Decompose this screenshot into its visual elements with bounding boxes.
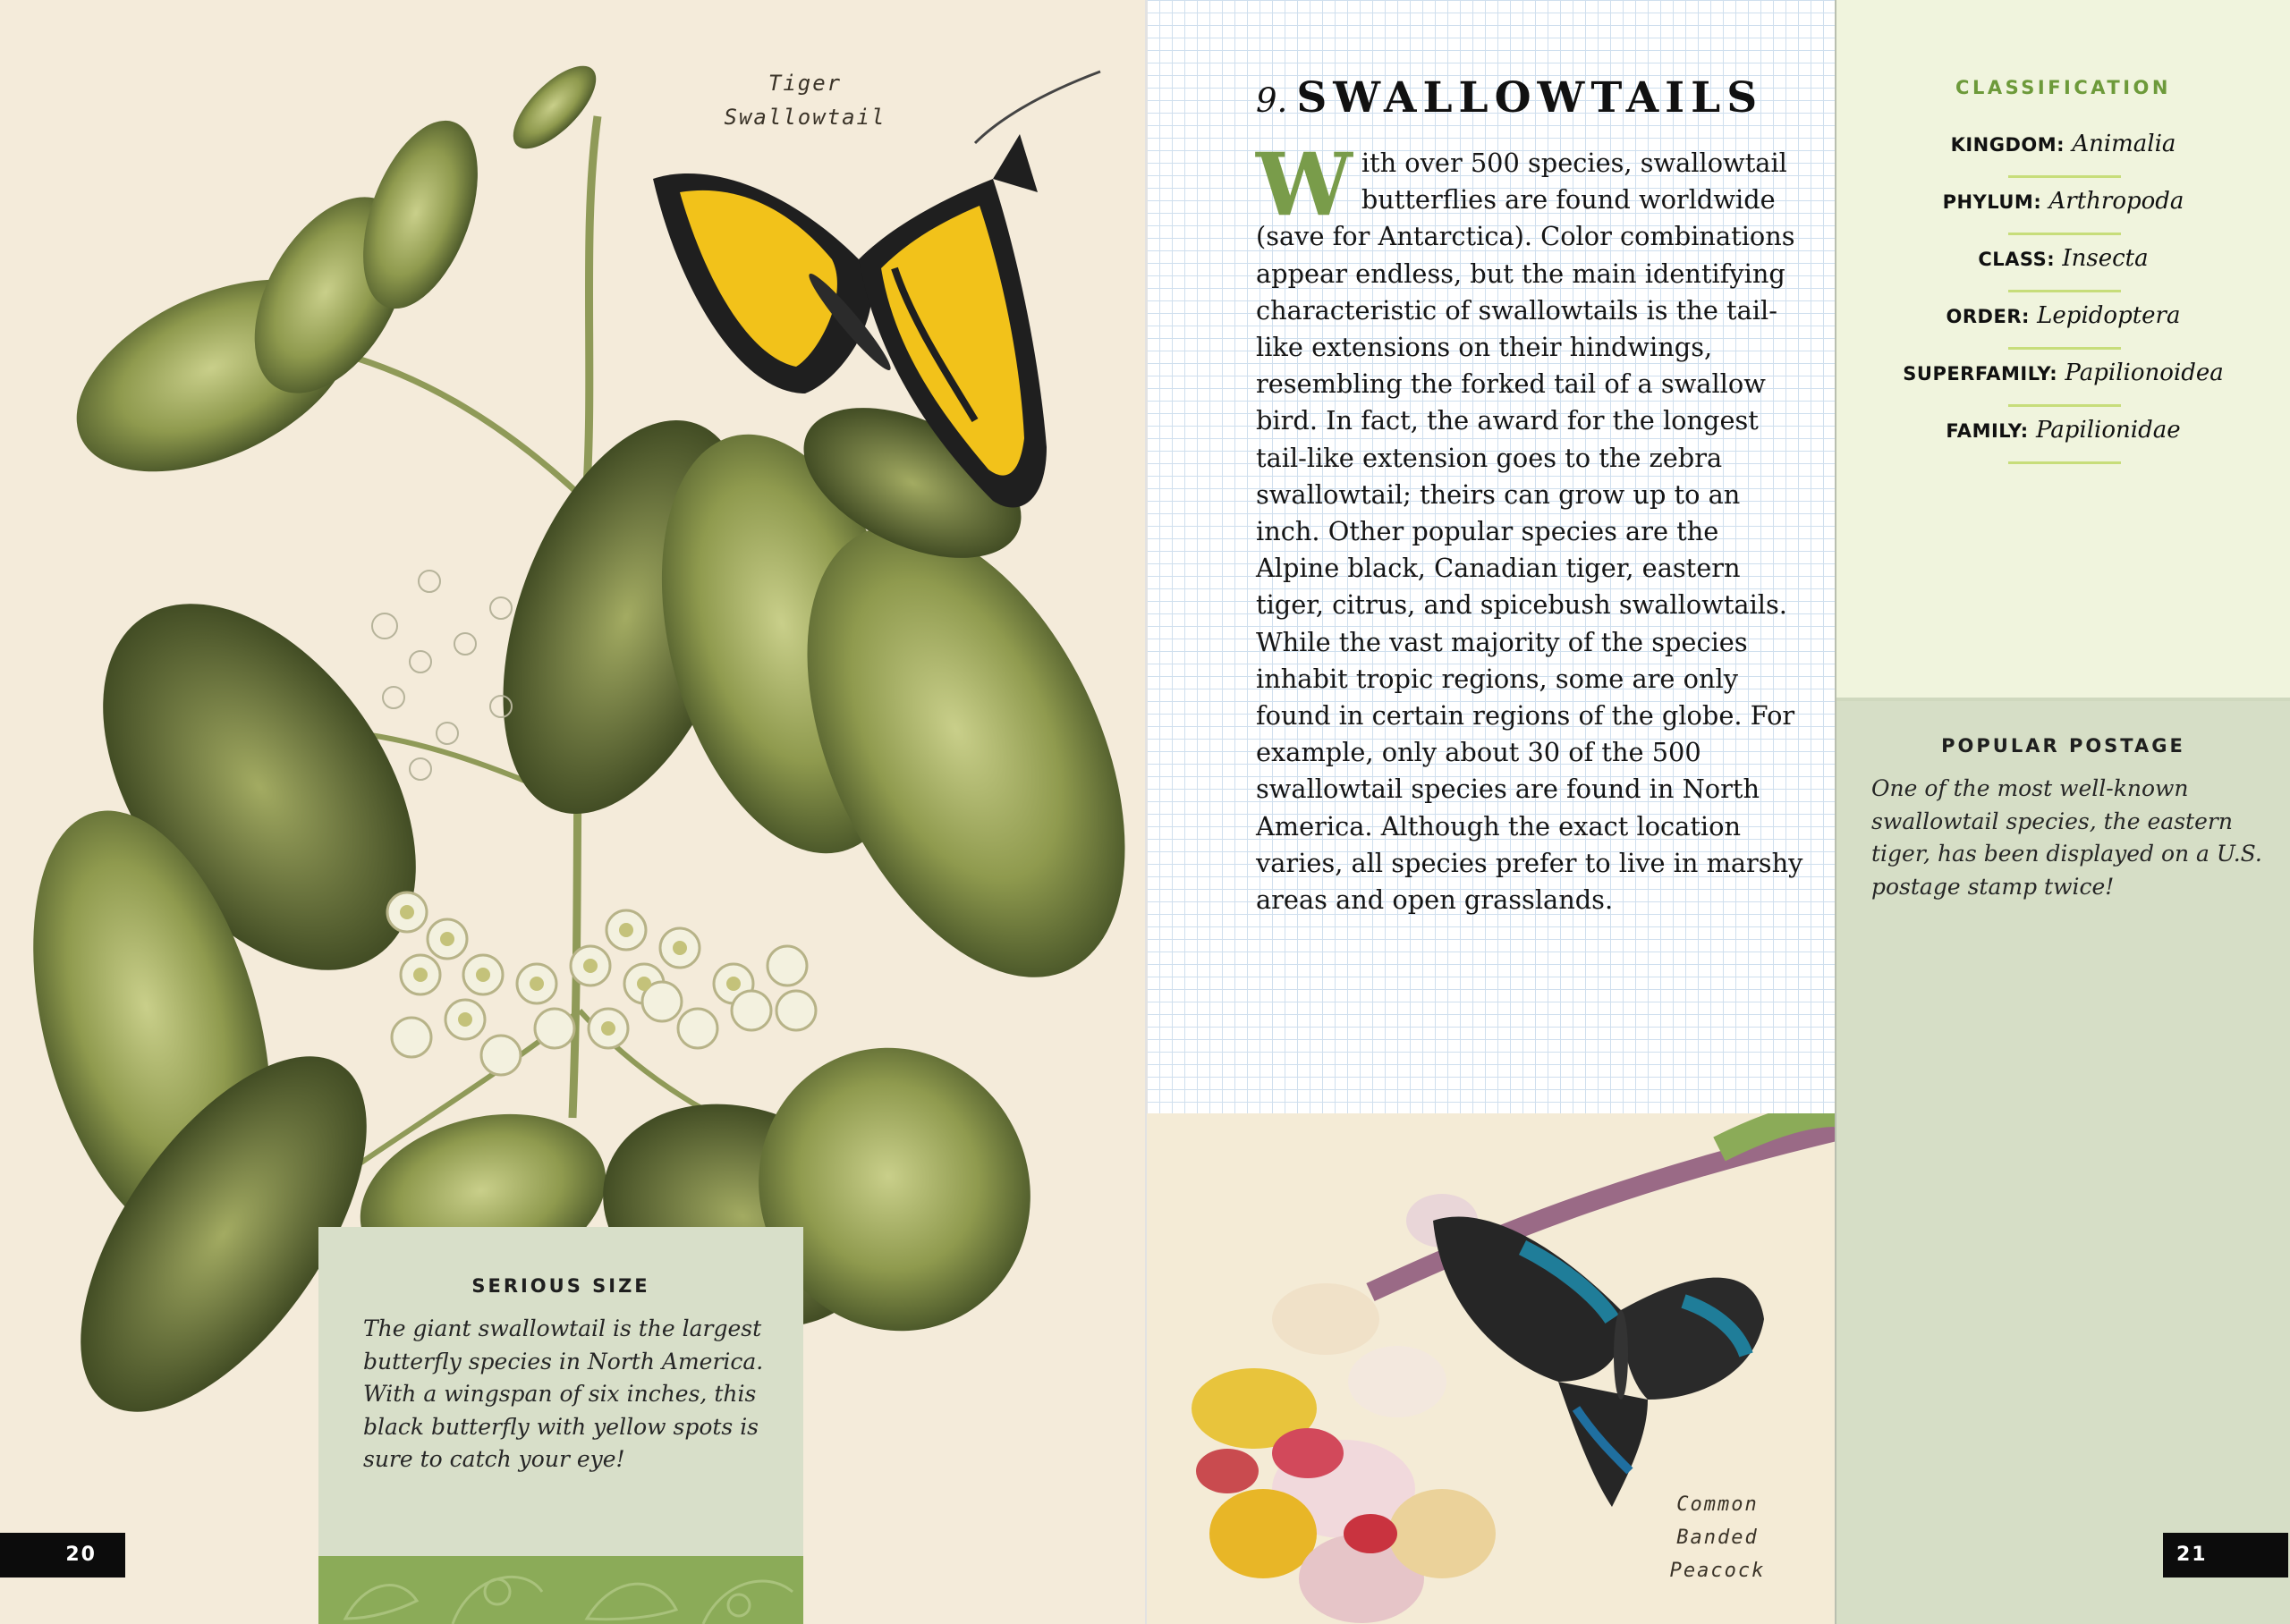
classification-rule	[2008, 233, 2121, 235]
classification-value: Arthropoda	[2048, 188, 2184, 215]
article-heading	[1256, 73, 1763, 123]
classification-value: Lepidoptera	[2037, 302, 2181, 329]
classification-key: KINGDOM:	[1950, 134, 2065, 156]
article-body	[1256, 134, 1803, 918]
caption-line: Tiger	[768, 71, 843, 96]
caption-line: Banded	[1676, 1527, 1759, 1549]
article-number: 9.	[1256, 81, 1288, 120]
article-body-text: ith over 500 species, swallowtail butterflies are found worldwide (save for Antarctica). Color combinations appear endless, but the main identifying characteristic of swallowtails is the tail-like extensions on their hindwings, resembling the forked tail of a swallow bird. In fact, the award for the longest tail-like extension goes to the zebra swallowtail; theirs can grow up to an inch. Other popular species are the Alpine black, Canadian tiger, eastern tiger, citrus, and spicebush swallowtails. While the vast majority of the species inhabit tropic regions, some are only found in certain regions of the globe. For example, only about 30 of the 500 swallowtail species are found in North America. Although the exact location varies, all species prefer to live in marshy areas and open grasslands.	[1256, 148, 1803, 916]
classification-value: Insecta	[2062, 245, 2149, 272]
postage-text: One of the most well-known swallowtail species, the eastern tiger, has been displayed on a U.S. postage stamp twice!	[1871, 775, 2262, 900]
classification-value: Animalia	[2072, 131, 2176, 157]
leaf-pattern-band	[318, 1556, 803, 1624]
article-title: SWALLOWTAILS	[1296, 73, 1764, 123]
column-rule	[1835, 0, 1836, 1624]
classification-value: Papilionidae	[2035, 417, 2181, 444]
classification-row-class	[1836, 245, 2290, 272]
classification-row-kingdom	[1836, 131, 2290, 157]
classification-rule	[2008, 290, 2121, 292]
peacock-butterfly	[1433, 1217, 1764, 1507]
classification-key: CLASS:	[1978, 249, 2056, 270]
drop-cap: W	[1256, 134, 1353, 235]
caption-tiger-swallowtail	[698, 66, 912, 134]
caption-line: Swallowtail	[724, 105, 886, 130]
classification-rule	[2008, 347, 2121, 350]
classification-row-superfamily	[1836, 359, 2290, 386]
sidebar-title: SERIOUS SIZE	[471, 1275, 650, 1297]
classification-row-order	[1836, 302, 2290, 329]
classification-key: FAMILY:	[1946, 420, 2029, 442]
caption-line: Common	[1676, 1493, 1759, 1516]
caption-line: Peacock	[1669, 1560, 1766, 1582]
page-number-right: 21	[2163, 1533, 2288, 1577]
classification-key: PHYLUM:	[1942, 191, 2042, 213]
sidebar-text: The giant swallowtail is the largest butterfly species in North America. With a wingspan of six inches, this black butterfly with yellow spots is sure to catch your eye!	[363, 1315, 764, 1472]
classification-row-family	[1836, 417, 2290, 444]
classification-key: SUPERFAMILY:	[1903, 363, 2058, 385]
flower-cluster	[387, 892, 816, 1075]
caption-common-banded-peacock	[1655, 1488, 1780, 1587]
postage-title: POPULAR POSTAGE	[1941, 735, 2185, 757]
classification-key: ORDER:	[1946, 306, 2030, 327]
page-number-left: 20	[0, 1533, 125, 1577]
classification-rule	[2008, 461, 2121, 464]
classification-title: CLASSIFICATION	[1955, 77, 2171, 98]
classification-value: Papilionoidea	[2065, 359, 2224, 386]
classification-row-phylum	[1836, 188, 2290, 215]
classification-rule	[2008, 404, 2121, 407]
classification-rule	[2008, 175, 2121, 178]
